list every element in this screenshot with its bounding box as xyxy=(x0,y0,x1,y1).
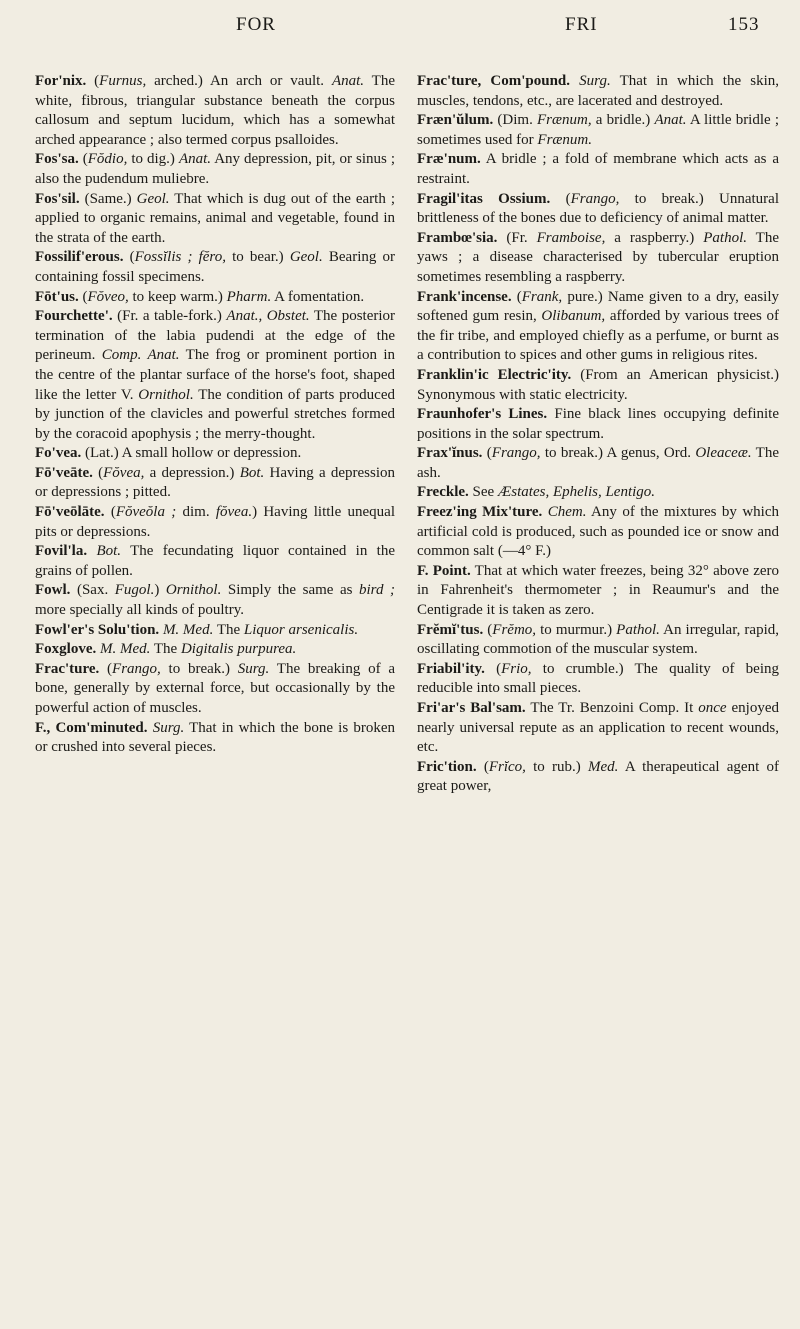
entry-headword: Fo'vea. xyxy=(35,445,82,462)
entry-text: pure.) Name given to a dry, easily softened gum resin, xyxy=(417,288,779,325)
entry-text: (Lat.) A small hollow or depression. xyxy=(81,445,302,462)
italic-text: Fŏveo, xyxy=(87,288,129,305)
italic-text: Frango, xyxy=(491,445,541,462)
entry-headword: F., Com'minuted. xyxy=(35,719,148,736)
entry-headword: Fourchette'. xyxy=(35,308,113,325)
entry-text: An irregular, rapid, oscillating commotion of the muscular system. xyxy=(417,621,779,658)
entry-text: to bear.) xyxy=(225,249,290,266)
entry-headword: Friabil'ity. xyxy=(417,660,485,677)
entry-text: The condition of parts produced by junction of the clavicles and powerful stretches formed by the coracoid apophysis ; the merry-thought. xyxy=(35,386,395,442)
italic-text: Surg. xyxy=(579,73,611,89)
italic-text: Frank, xyxy=(521,288,563,305)
italic-text: Frio, xyxy=(501,660,532,677)
entry-text: ( xyxy=(92,464,104,481)
entry-text: The fecundating liquor contained in the grains of pollen. xyxy=(35,543,396,579)
entry-text xyxy=(570,73,579,89)
dictionary-entry xyxy=(35,248,395,287)
dictionary-entry xyxy=(417,288,779,366)
page-header xyxy=(0,14,800,42)
entry-text: The posterior termination of the labia pudendi at the edge of the perineum. xyxy=(35,308,396,364)
dictionary-entry xyxy=(417,660,779,699)
italic-text: Pharm. xyxy=(226,288,272,305)
italic-text: Frĕmo, xyxy=(492,621,537,638)
entry-headword: Fowl. xyxy=(35,582,71,599)
dictionary-entry xyxy=(35,581,395,620)
italic-text: M. Med. xyxy=(162,621,214,638)
entry-text: ) Having little unequal pits or depressions. xyxy=(35,504,395,540)
dictionary-entry xyxy=(417,758,779,797)
dictionary-entry xyxy=(417,699,779,758)
entry-text: ( xyxy=(550,190,571,207)
entry-text: ( xyxy=(86,73,100,89)
entry-headword: Fos'sil. xyxy=(35,190,80,207)
entry-text: That in which the bone is broken or crushed into several pieces. xyxy=(35,719,395,756)
dictionary-entry xyxy=(35,621,395,641)
italic-text: Pathol. xyxy=(703,229,747,246)
italic-text: Fossĭlis ; fĕro, xyxy=(134,249,226,266)
italic-text: Frango, xyxy=(112,660,161,677)
entry-headword: Frank'incense. xyxy=(417,288,512,305)
entry-text: The frog or prominent portion in the centre of the plantar surface of the horse's foot, shaped like the letter V. xyxy=(35,347,395,403)
page-number: 153 xyxy=(728,14,760,35)
entry-text: more specially all kinds of poultry. xyxy=(35,602,244,619)
italic-text: M. Med. xyxy=(100,641,151,658)
italic-text: Anat. xyxy=(331,73,365,89)
entry-text: That which is dug out of the earth ; applied to organic remains, animal and vegetable, found in the strata of the earth. xyxy=(35,190,395,246)
italic-text: Pathol. xyxy=(616,621,660,638)
entry-text: ( xyxy=(78,151,88,168)
dictionary-entry xyxy=(417,150,779,189)
entry-headword: For'nix. xyxy=(35,73,87,89)
entry-text: ( xyxy=(476,758,489,775)
entry-text: to murmur.) xyxy=(536,621,617,638)
dictionary-entry xyxy=(417,111,779,150)
entry-headword: Fovil'la. xyxy=(35,543,88,560)
entry-text: to keep warm.) xyxy=(128,288,227,305)
entry-headword: Frac'ture. xyxy=(35,660,100,677)
entry-headword: Frambœ'sia. xyxy=(417,229,498,246)
entry-text: ( xyxy=(99,660,113,677)
dictionary-entry xyxy=(417,229,779,288)
entry-text: to break.) Unnatural brittleness of the bones due to deficiency of animal matter. xyxy=(417,190,780,227)
italic-text: Surg. xyxy=(152,719,185,736)
italic-text: Ornithol. xyxy=(138,386,194,403)
dictionary-entry xyxy=(417,72,779,111)
italic-text: Oleaceæ. xyxy=(695,445,752,462)
entry-headword: Franklin'ic Electric'ity. xyxy=(417,366,572,383)
italic-text: Comp. Anat. xyxy=(101,347,180,364)
italic-text: bird ; xyxy=(359,582,395,599)
dictionary-entry xyxy=(35,640,395,660)
entry-headword: Frĕmĭ'tus. xyxy=(417,621,484,638)
entry-headword: Fraunhofer's Lines. xyxy=(417,406,548,423)
entry-text: Fine black lines occupying definite positions in the solar spectrum. xyxy=(417,406,779,442)
entry-headword: Fōt'us. xyxy=(35,288,79,305)
entry-headword: Fræn'ŭlum. xyxy=(417,112,494,129)
italic-text: once xyxy=(698,700,727,716)
italic-text: Liquor arsenicalis. xyxy=(243,621,359,638)
italic-text: Framboise, xyxy=(536,229,606,246)
italic-text: Anat., Obstet. xyxy=(226,308,310,325)
dictionary-entry xyxy=(417,190,779,229)
right-column xyxy=(417,72,779,797)
italic-text: Chem. xyxy=(547,504,587,521)
entry-text: a bridle.) xyxy=(591,112,655,129)
entry-text: (Fr. xyxy=(497,229,537,246)
italic-text: Frænum. xyxy=(537,131,592,148)
dictionary-entry xyxy=(417,483,779,503)
italic-text: fŏvea. xyxy=(215,504,253,521)
entry-text: The white, fibrous, triangular substance beneath the corpus callosum and septum lucidum, which has a somewhat arched appearance ; also termed corpus psalloides. xyxy=(35,73,395,148)
italic-text: Fŏvea, xyxy=(103,464,145,481)
entry-headword: Frac'ture, Com'pound. xyxy=(417,73,571,89)
dictionary-entry xyxy=(417,621,779,660)
dictionary-entry xyxy=(417,405,779,444)
entry-text: The yaws ; a disease characterised by tubercular eruption sometimes resembling a raspberry. xyxy=(417,229,779,285)
entry-text: See xyxy=(468,484,498,501)
entry-headword: F. Point. xyxy=(417,562,471,579)
entry-headword: Fri'ar's Bal'sam. xyxy=(417,700,526,716)
italic-text: Fugol. xyxy=(114,582,155,599)
italic-text: Med. xyxy=(588,758,619,775)
entry-headword: Fragil'itas Ossium. xyxy=(417,190,551,207)
entry-text: ( xyxy=(482,445,492,462)
entry-text: ( xyxy=(123,249,135,266)
italic-text: Surg. xyxy=(237,660,270,677)
entry-headword: Fō'veōlāte. xyxy=(35,504,105,521)
entry-text: Any of the mixtures by which artificial cold is produced, such as pounded ice or snow and common salt (—4° F.) xyxy=(417,504,780,560)
italic-text: Geol. xyxy=(289,249,323,266)
italic-text: Furnus, xyxy=(99,73,147,89)
dictionary-entry xyxy=(35,503,395,542)
entry-text: A fomentation. xyxy=(271,288,365,305)
entry-text: to dig.) xyxy=(127,151,179,168)
entry-text: (Same.) xyxy=(79,190,137,207)
italic-text: Olibanum, xyxy=(541,308,606,325)
dictionary-entry xyxy=(35,542,395,581)
entry-headword: Freez'ing Mix'ture. xyxy=(417,504,543,521)
entry-text: enjoyed nearly universal repute as an application to recent wounds, etc. xyxy=(417,700,779,756)
italic-text: Fŏveŏla ; xyxy=(115,504,177,521)
italic-text: Fŏdio, xyxy=(87,151,128,168)
dictionary-entry xyxy=(417,503,779,562)
dictionary-entry xyxy=(417,562,779,621)
entry-text: Bearing or containing fossil specimens. xyxy=(35,249,396,285)
entry-text: to break.) xyxy=(160,660,238,677)
entry-text: A therapeutical agent of great power, xyxy=(417,758,779,795)
dictionary-entry xyxy=(35,719,395,758)
dictionary-entry xyxy=(417,366,779,405)
entry-text: (From an American physicist.) Synonymous with static electricity. xyxy=(417,366,779,403)
entry-text: to break.) A genus, Ord. xyxy=(540,445,696,462)
entry-text: The xyxy=(213,621,244,638)
entry-text: arched.) An arch or vault. xyxy=(146,73,332,89)
dictionary-entry xyxy=(35,444,395,464)
left-column xyxy=(35,72,395,758)
italic-text: Anat. xyxy=(178,151,212,168)
italic-text: Frango, xyxy=(570,190,620,207)
entry-headword: Fric'tion. xyxy=(417,758,477,775)
dictionary-entry xyxy=(35,464,395,503)
dictionary-entry xyxy=(35,307,395,444)
entry-text: That in which the skin, muscles, tendons, etc., are lacerated and destroyed. xyxy=(417,73,779,109)
dictionary-entry xyxy=(35,660,395,719)
dictionary-entry xyxy=(35,190,395,249)
entry-text: The Tr. Benzoini Comp. It xyxy=(525,700,699,716)
entry-headword: Fossilif'erous. xyxy=(35,249,124,266)
italic-text: Bot. xyxy=(96,543,122,560)
entry-text: to crumble.) The quality of being reducible into small pieces. xyxy=(417,660,779,697)
entry-text: ( xyxy=(511,288,522,305)
entry-text: (Dim. xyxy=(493,112,537,129)
running-head-left: FOR xyxy=(236,14,276,35)
entry-text: ( xyxy=(104,504,116,521)
italic-text: Geol. xyxy=(136,190,170,207)
entry-text: The ash. xyxy=(417,445,779,481)
entry-headword: Fowl'er's Solu'tion. xyxy=(35,621,160,638)
entry-headword: Frax'ĭnus. xyxy=(417,445,483,462)
entry-text: A little bridle ; sometimes used for xyxy=(417,112,779,148)
italic-text: Anat. xyxy=(654,112,687,129)
running-head-right: FRI xyxy=(565,14,598,35)
entry-text: The xyxy=(150,641,181,658)
entry-text: dim. xyxy=(176,504,216,521)
entry-text: a depression.) xyxy=(144,464,240,481)
entry-headword: Fos'sa. xyxy=(35,151,79,168)
entry-text: to rub.) xyxy=(525,758,589,775)
entry-text: afforded by various trees of the fir tribe, and employed chiefly as a perfume, or burnt as a contribution to spices and other gums in religious rites. xyxy=(417,308,780,364)
entry-text: ( xyxy=(484,660,502,677)
entry-text: Having a depression or depressions ; pitted. xyxy=(35,464,395,501)
entry-text: The breaking of a bone, generally by external force, but occasionally by the powerful action of muscles. xyxy=(35,660,395,716)
dictionary-entry xyxy=(35,288,395,308)
entry-text: A bridle ; a fold of membrane which acts as a restraint. xyxy=(417,151,779,187)
entry-text: (Sax. xyxy=(70,582,115,599)
dictionary-entry xyxy=(417,444,779,483)
entry-text: ( xyxy=(78,288,88,305)
italic-text: Æstates, Ephelis, Lentigo. xyxy=(497,484,656,501)
entry-text: That at which water freezes, being 32° above zero in Fahrenheit's thermometer ; in Reaumur's and the Centigrade it is taken as zero. xyxy=(417,562,780,619)
entry-headword: Fræ'num. xyxy=(417,151,481,168)
entry-text: ( xyxy=(483,621,493,638)
dictionary-entry xyxy=(35,150,395,189)
entry-headword: Fō'veāte. xyxy=(35,464,93,481)
dictionary-entry xyxy=(35,72,395,150)
italic-text: Digitalis purpurea. xyxy=(180,641,297,658)
italic-text: Frænum, xyxy=(537,112,592,129)
italic-text: Bot. xyxy=(239,464,265,481)
italic-text: Frĭco, xyxy=(488,758,526,775)
entry-headword: Freckle. xyxy=(417,484,469,501)
entry-text: Any depression, pit, or sinus ; also the pudendum muliebre. xyxy=(35,151,396,187)
entry-text: ) xyxy=(154,582,166,599)
entry-text: Simply the same as xyxy=(221,582,360,599)
entry-headword: Foxglove. xyxy=(35,641,97,658)
italic-text: Ornithol. xyxy=(165,582,222,599)
entry-text: a raspberry.) xyxy=(605,229,704,246)
entry-text: (Fr. a table-fork.) xyxy=(112,308,227,325)
